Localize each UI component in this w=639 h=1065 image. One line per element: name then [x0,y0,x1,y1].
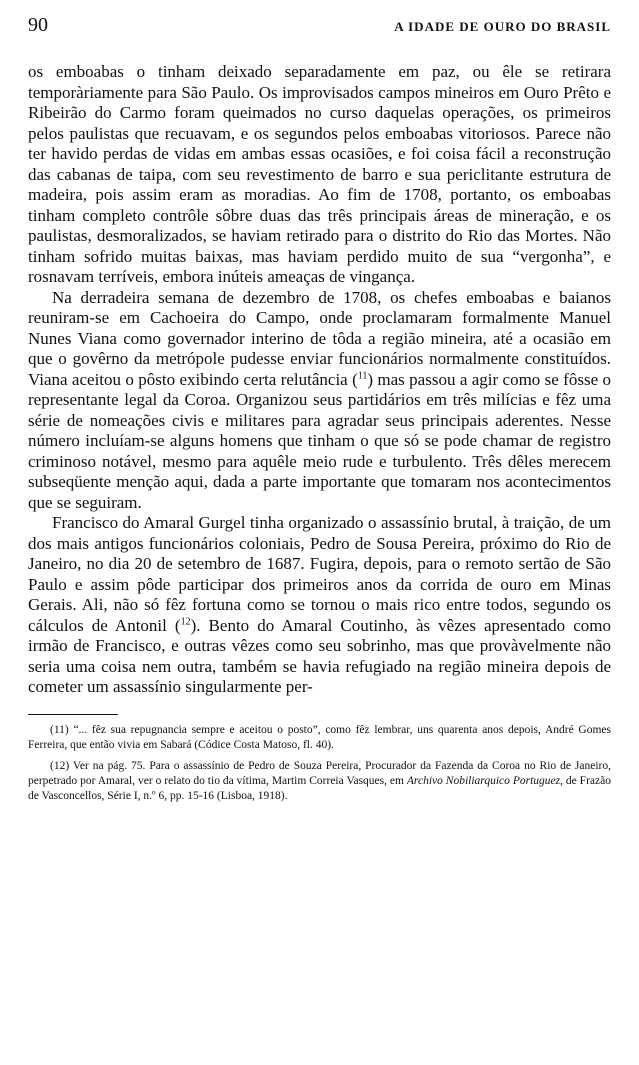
book-page [28,14,611,810]
paragraph-gurgel [28,513,611,698]
footnote-text: (12) Ver na pág. 75. Para o assassínio de Pedro de Souza Pereira, Procurador da Fazenda da Coroa no Rio de Janeiro, perpetrado por Amaral, ver o relato do tio da vítima, Martim Correia Vasques, em [28,759,611,787]
body-text [28,62,611,698]
footnote-12 [28,759,611,804]
page-number: 90 [28,14,48,36]
paragraph-text: Na derradeira semana de dezembro de 1708, os chefes emboabas e baianos reuniram-se em Cachoeira do Campo, onde proclamaram formalmente Manuel Nunes Viana como governador interino de tôda a região mineira, até a ocasião em que o govêrno da metrópole pudesse enviar funcionários normalmente constituídos. Viana aceitou o pôsto exibindo certa relutância ( [28,287,611,389]
paragraph-text: ). Bento do Amaral Coutinho, às vêzes apresentado como irmão de Francisco, e outras vêzes como seu sobrinho, mas que provàvelmente não seria uma coisa nem outra, também se havia refugiado na região mineira depois de cometer um assassínio singularmente per- [28,615,611,696]
footnote-11: (11) “... fêz sua repugnancia sempre e aceitou o posto”, como fêz lembrar, uns quarenta anos depois, André Gomes Ferreira, que então vivia em Sabará (Códice Costa Matoso, fl. 40). [28,723,611,751]
footnotes [28,723,611,804]
page-header [28,14,611,44]
running-title: A IDADE DE OURO DO BRASIL [394,19,611,34]
paragraph-text: Francisco do Amaral Gurgel tinha organizado o assassínio brutal, à traição, de um dos mais antigos funcionários coloniais, Pedro de Sousa Pereira, próximo do Rio de Janeiro, no dia 20 de setembro de 1687. Fugira, depois, para o remoto sertão de São Paulo e assim pôde participar dos primeiros anos da corrida de ouro em Minas Gerais. Ali, não só fêz fortuna como se tornou o mais rico entre todos, segundo os cálculos de Antonil ( [28,513,611,635]
paragraph-viana [28,288,611,514]
footnote-ref-12: 12 [180,615,191,627]
footnote-italic-title: Archivo Nobiliarquico Portuguez [406,774,561,787]
footnote-text: , de Frazão de Vasconcellos, Série I, n.º 6, pp. 15-16 (Lisboa, 1918). [28,774,611,802]
paragraph-continuation: os emboabas o tinham deixado separadamente em paz, ou êle se retirara temporàriamente para São Paulo. Os improvisados campos mineiros em Ouro Prêto e Ribeirão do Carmo foram queimados no curso daquelas operações, os primeiros pelos paulistas que recuavam, e os segundos pelos emboabas vitoriosos. Parece não ter havido perdas de vidas em ambas essas ocasiões, e foi coisa fácil a reconstrução das cabanas de taipa, com seu revestimento de barro e sua periclitante estrutura de madeira, pois assim eram as moradias. Ao fim de 1708, portanto, os emboabas tinham completo contrôle sôbre duas das três principais áreas de mineração, e os paulistas, desmoralizados, se haviam retirado para o distrito do Rio das Mortes. Não tinham sofrido muitas baixas, mas haviam perdido muito de sua “vergonha”, e rosnavam terríveis, embora inúteis ameaças de vingança. [28,62,611,286]
paragraph-text: ) mas passou a agir como se fôsse o representante legal da Coroa. Organizou seus partidários em três milícias e fêz uma série de nomeações civis e militares para agradar seus principais aderentes. Nesse número incluíam-se alguns homens que tinham o que só se pode chamar de registro criminoso notável, mesmo para aquêle meio rude e turbulento. Três dêles merecem subseqüente menção aqui, dada a parte importante que tomaram nos acontecimentos que se seguiram. [28,369,611,512]
footnote-ref-11: 11 [357,369,368,381]
footnote-divider [28,714,118,715]
